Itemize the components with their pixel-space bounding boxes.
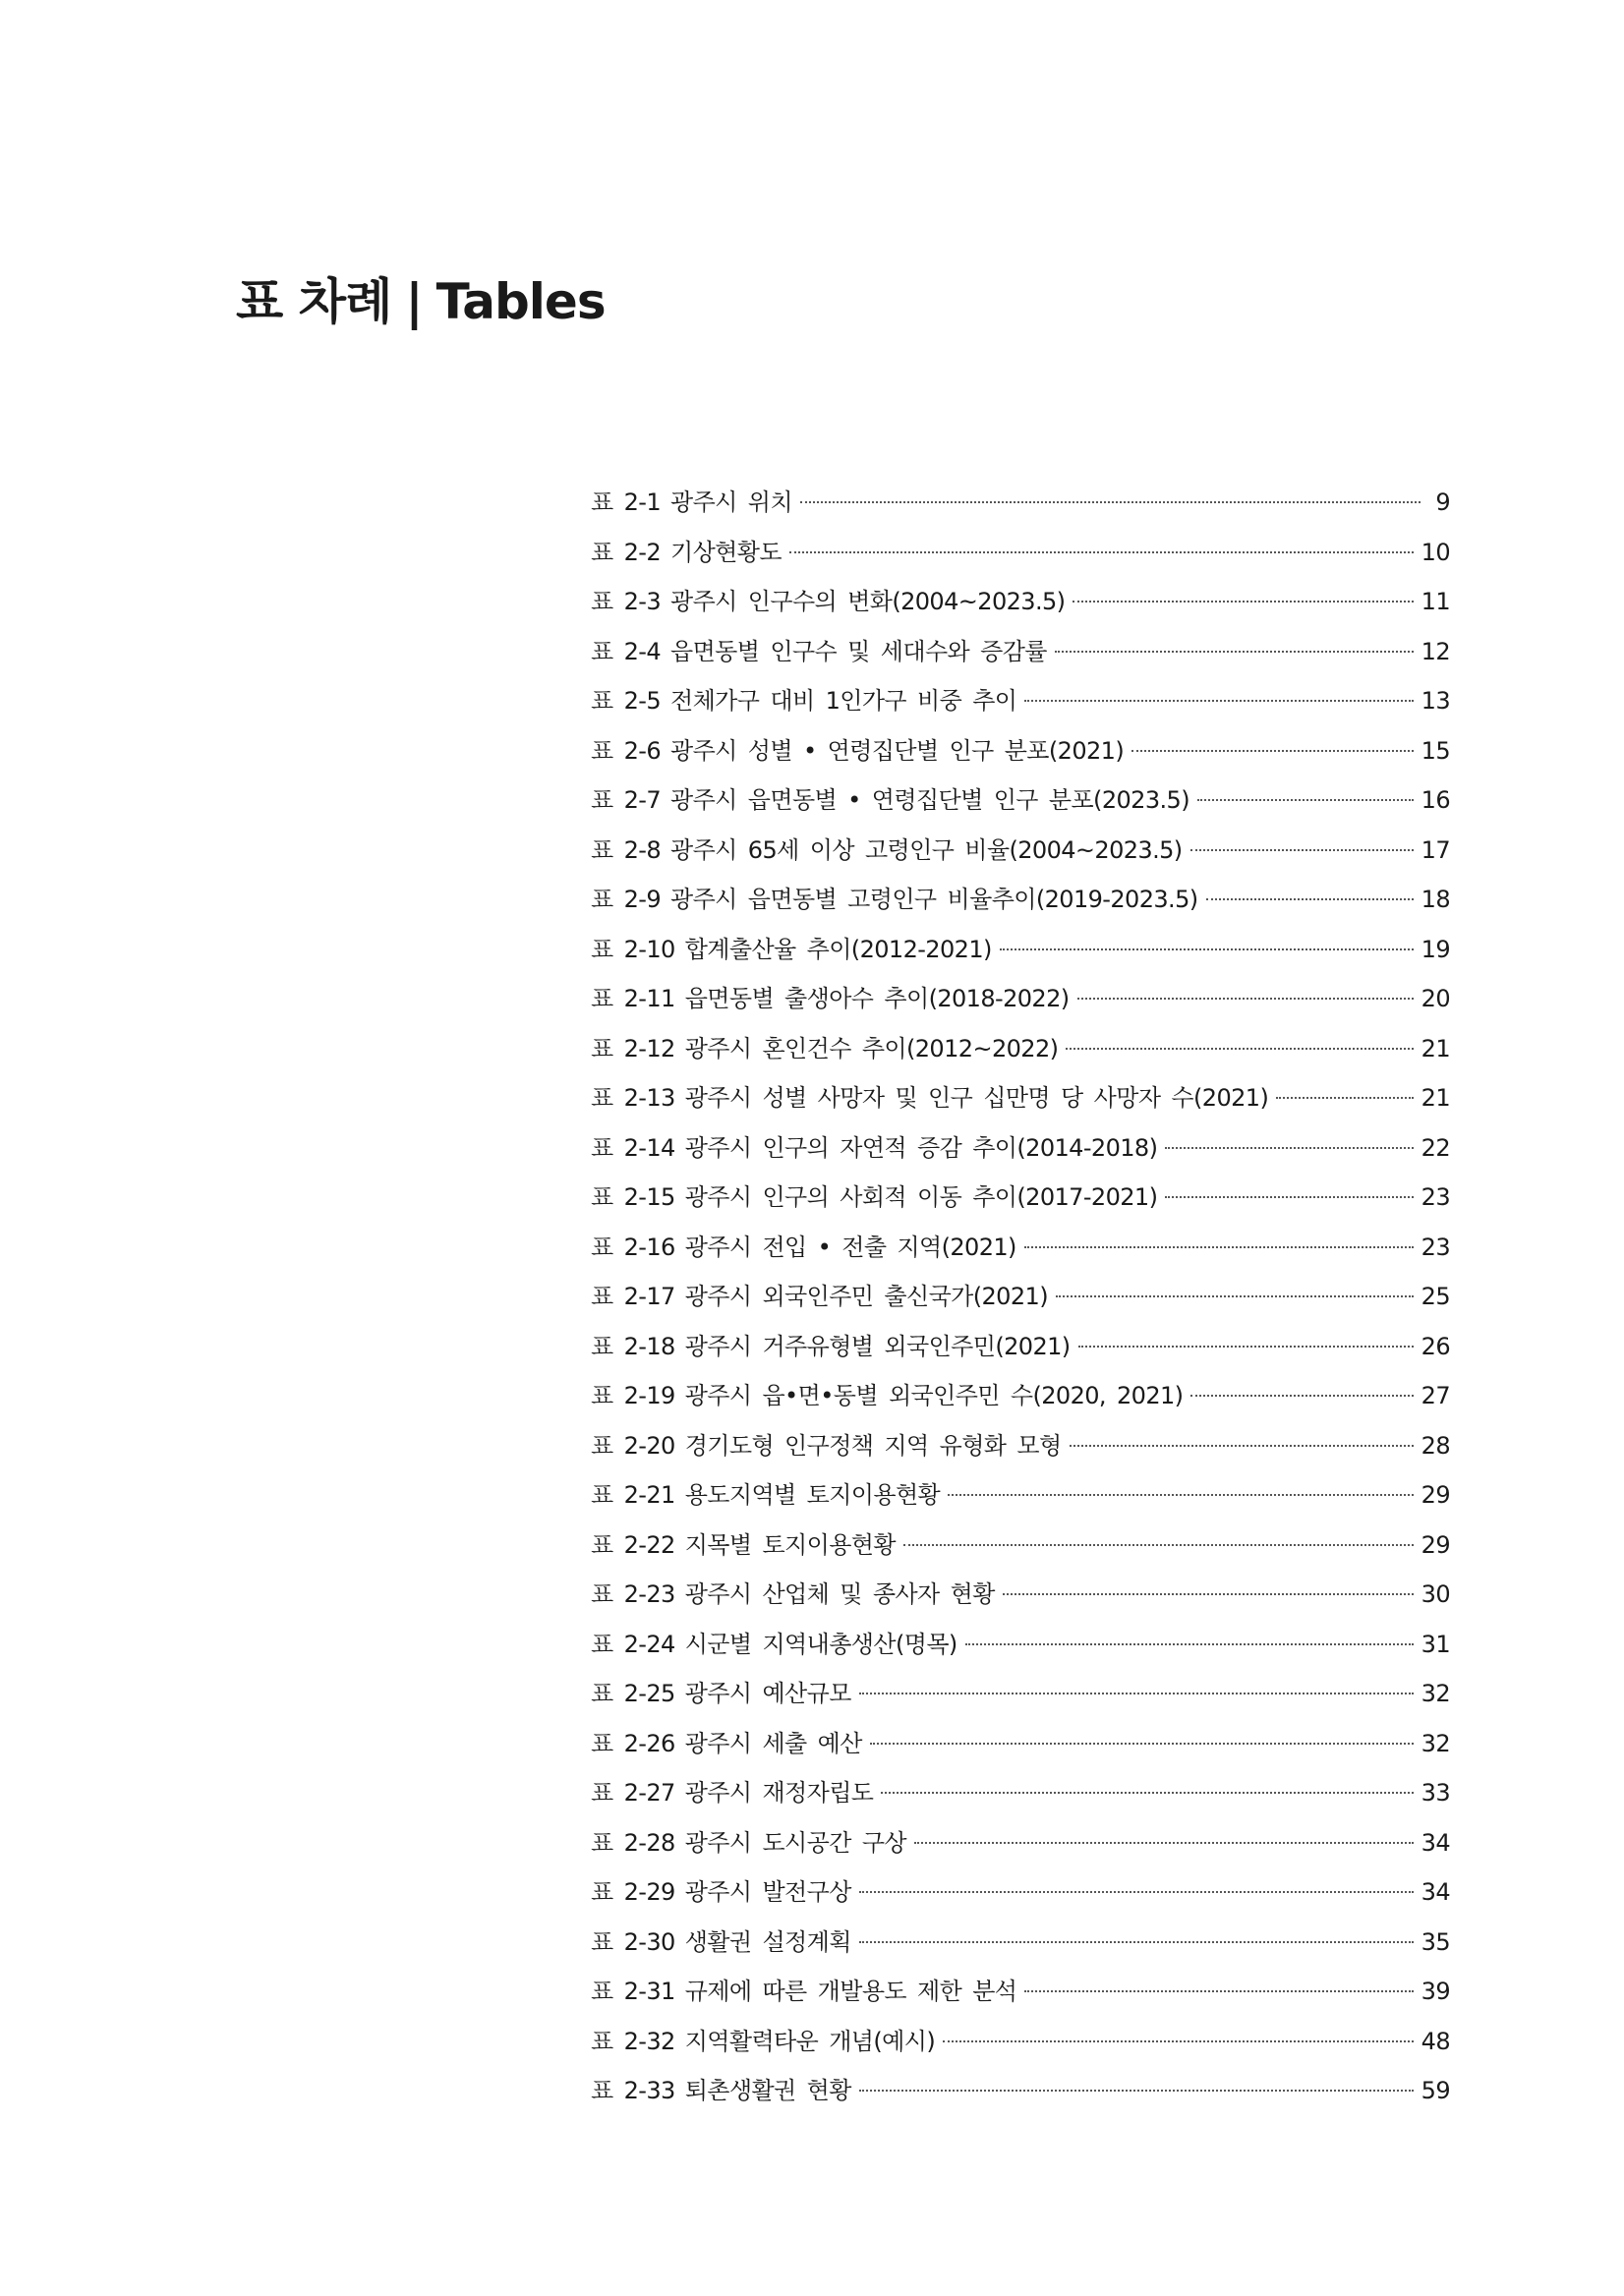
toc-entry-number: 표 2-13 (591, 1084, 675, 1112)
toc-dot-leader (948, 1494, 1414, 1496)
toc-entry-title: 광주시 인구의 사회적 이동 추이(2017-2021) (684, 1183, 1158, 1211)
toc-entry-label (591, 1669, 851, 1719)
toc-entry-label (591, 1918, 851, 1968)
toc-entry[interactable] (591, 1620, 1450, 1670)
toc-entry-page-number: 39 (1421, 1978, 1450, 2005)
table-of-contents-list (591, 478, 1450, 2116)
toc-dot-leader (1055, 651, 1414, 653)
toc-entry[interactable] (591, 1521, 1450, 1571)
toc-entry-page-number: 59 (1421, 2077, 1450, 2104)
toc-entry[interactable] (591, 478, 1450, 528)
toc-entry[interactable] (591, 1123, 1450, 1174)
toc-dot-leader (1078, 1346, 1414, 1348)
toc-entry-page-number: 28 (1421, 1431, 1450, 1460)
toc-entry-number: 표 2-21 (591, 1481, 675, 1509)
toc-entry-page-number: 30 (1421, 1580, 1450, 1608)
toc-entry-label (591, 875, 1198, 925)
toc-entry-number: 표 2-28 (591, 1828, 675, 1857)
toc-entry-page-number: 26 (1421, 1332, 1450, 1360)
toc-entry-label (591, 775, 1189, 826)
toc-entry[interactable] (591, 2017, 1450, 2067)
page-title-separator: | (405, 273, 423, 330)
toc-entry-title: 광주시 예산규모 (684, 1680, 851, 1707)
toc-entry-number: 표 2-11 (591, 985, 675, 1012)
toc-entry-number: 표 2-4 (591, 637, 662, 665)
toc-entry-label (591, 1223, 1016, 1273)
toc-entry-page-number: 21 (1421, 1034, 1450, 1062)
toc-entry-title: 광주시 인구수의 변화(2004~2023.5) (670, 588, 1066, 615)
toc-entry-page-number: 32 (1421, 1729, 1450, 1757)
toc-entry-number: 표 2-16 (591, 1233, 675, 1261)
toc-entry-title: 지역활력타운 개념(예시) (684, 2027, 936, 2055)
toc-entry-title: 광주시 세출 예산 (684, 1729, 862, 1757)
toc-entry-number: 표 2-1 (591, 488, 662, 516)
toc-entry-page-number: 27 (1421, 1382, 1450, 1409)
toc-entry-page-number: 32 (1421, 1680, 1450, 1707)
toc-entry-page-number: 16 (1421, 786, 1450, 814)
toc-entry-label (591, 1272, 1048, 1322)
toc-entry-number: 표 2-7 (591, 786, 662, 814)
toc-entry-title: 지목별 토지이용현황 (684, 1530, 896, 1559)
page-title-english: Tables (435, 273, 606, 330)
toc-entry-page-number: 25 (1421, 1283, 1450, 1310)
toc-dot-leader (859, 1693, 1414, 1694)
toc-dot-leader (1165, 1147, 1413, 1149)
toc-entry[interactable] (591, 1470, 1450, 1521)
toc-entry-title: 광주시 65세 이상 고령인구 비율(2004~2023.5) (670, 835, 1183, 864)
toc-entry-page-number: 17 (1421, 835, 1450, 864)
toc-dot-leader (859, 2090, 1414, 2092)
toc-entry-label (591, 1768, 873, 1818)
toc-entry-label (591, 826, 1183, 876)
toc-entry-number: 표 2-32 (591, 2027, 675, 2055)
toc-entry-number: 표 2-20 (591, 1431, 675, 1460)
toc-dot-leader (1024, 700, 1413, 702)
toc-entry[interactable] (591, 528, 1450, 578)
toc-entry[interactable] (591, 1223, 1450, 1273)
toc-entry-title: 광주시 거주유형별 외국인주민(2021) (684, 1332, 1071, 1360)
toc-entry-page-number: 34 (1421, 1878, 1450, 1906)
toc-entry-page-number: 9 (1435, 488, 1450, 516)
toc-entry-page-number: 29 (1421, 1530, 1450, 1559)
toc-entry-title: 광주시 읍면동별 고령인구 비율추이(2019-2023.5) (670, 886, 1198, 913)
toc-entry-number: 표 2-25 (591, 1680, 675, 1707)
toc-entry-title: 광주시 재정자립도 (684, 1779, 874, 1807)
toc-entry-number: 표 2-33 (591, 2077, 675, 2104)
toc-entry[interactable] (591, 1073, 1450, 1123)
toc-entry-page-number: 12 (1421, 637, 1450, 665)
toc-entry-title: 퇴촌생활권 현황 (684, 2077, 851, 2104)
toc-entry[interactable] (591, 925, 1450, 975)
toc-entry-number: 표 2-17 (591, 1283, 675, 1310)
toc-dot-leader (914, 1842, 1414, 1844)
toc-dot-leader (1077, 998, 1414, 1000)
toc-entry[interactable] (591, 1173, 1450, 1223)
toc-entry-page-number: 29 (1421, 1481, 1450, 1509)
toc-entry-page-number: 11 (1421, 588, 1450, 615)
toc-entry-title: 광주시 산업체 및 종사자 현황 (684, 1580, 995, 1608)
toc-dot-leader (1073, 601, 1413, 603)
toc-entry-page-number: 35 (1421, 1927, 1450, 1956)
toc-dot-leader (1197, 799, 1414, 801)
toc-entry[interactable] (591, 1867, 1450, 1918)
toc-entry-number: 표 2-31 (591, 1978, 675, 2005)
toc-entry-label (591, 726, 1124, 776)
toc-entry-label (591, 1421, 1062, 1471)
toc-entry-number: 표 2-23 (591, 1580, 675, 1608)
toc-entry-title: 용도지역별 토지이용현황 (684, 1481, 941, 1509)
toc-entry-label (591, 1371, 1183, 1421)
toc-entry-title: 광주시 인구의 자연적 증감 추이(2014-2018) (684, 1133, 1158, 1162)
toc-entry-label (591, 1867, 851, 1918)
toc-entry-label (591, 627, 1047, 677)
toc-entry-label (591, 676, 1016, 726)
toc-dot-leader (1024, 1990, 1413, 1992)
toc-entry[interactable] (591, 1272, 1450, 1322)
toc-entry-page-number: 19 (1421, 935, 1450, 963)
toc-entry-page-number: 34 (1421, 1828, 1450, 1857)
toc-entry-page-number: 22 (1421, 1133, 1450, 1162)
toc-entry-title: 읍면동별 출생아수 추이(2018-2022) (684, 985, 1070, 1012)
toc-entry-title: 광주시 성별 • 연령집단별 인구 분포(2021) (670, 736, 1125, 765)
toc-dot-leader (1000, 948, 1414, 950)
toc-entry[interactable] (591, 2066, 1450, 2116)
toc-entry-title: 읍면동별 인구수 및 세대수와 증감률 (670, 637, 1047, 665)
toc-entry-page-number: 21 (1421, 1084, 1450, 1112)
toc-entry-label (591, 1024, 1058, 1074)
toc-entry-title: 전체가구 대비 1인가구 비중 추이 (670, 687, 1017, 715)
toc-entry[interactable] (591, 775, 1450, 826)
toc-entry[interactable] (591, 1768, 1450, 1818)
toc-dot-leader (870, 1743, 1414, 1745)
toc-entry-title: 광주시 전입 • 전출 지역(2021) (684, 1233, 1016, 1261)
toc-entry-number: 표 2-2 (591, 538, 662, 566)
toc-entry-title: 규제에 따른 개발용도 제한 분석 (684, 1978, 1017, 2005)
toc-entry-label (591, 1173, 1157, 1223)
toc-entry-label (591, 974, 1070, 1024)
toc-entry-label (591, 1570, 995, 1620)
toc-entry-number: 표 2-10 (591, 935, 675, 963)
toc-entry-page-number: 23 (1421, 1233, 1450, 1261)
toc-dot-leader (903, 1544, 1414, 1546)
page-title (236, 267, 606, 336)
toc-entry-number: 표 2-3 (591, 588, 662, 615)
toc-dot-leader (943, 2040, 1414, 2042)
toc-entry-page-number: 31 (1421, 1630, 1450, 1658)
toc-entry-page-number: 20 (1421, 985, 1450, 1012)
toc-dot-leader (1190, 1395, 1413, 1397)
toc-entry-number: 표 2-6 (591, 736, 662, 765)
toc-entry[interactable] (591, 1719, 1450, 1769)
toc-entry-number: 표 2-19 (591, 1382, 675, 1409)
toc-entry-label (591, 1620, 957, 1670)
toc-dot-leader (881, 1792, 1413, 1794)
toc-dot-leader (965, 1643, 1414, 1645)
toc-entry-number: 표 2-5 (591, 687, 662, 715)
toc-entry-number: 표 2-26 (591, 1729, 675, 1757)
toc-entry-number: 표 2-12 (591, 1034, 675, 1062)
toc-entry-page-number: 15 (1421, 736, 1450, 765)
toc-entry-title: 광주시 읍면동별 • 연령집단별 인구 분포(2023.5) (670, 786, 1189, 814)
toc-entry-number: 표 2-9 (591, 886, 662, 913)
toc-entry-page-number: 10 (1421, 538, 1450, 566)
toc-entry-title: 광주시 성별 사망자 및 인구 십만명 당 사망자 수(2021) (684, 1084, 1269, 1112)
toc-entry-title: 광주시 발전구상 (684, 1878, 851, 1906)
toc-dot-leader (1003, 1593, 1414, 1595)
toc-entry[interactable] (591, 627, 1450, 677)
toc-dot-leader (859, 1941, 1414, 1943)
toc-dot-leader (1070, 1445, 1414, 1447)
toc-entry[interactable] (591, 1322, 1450, 1372)
toc-entry[interactable] (591, 875, 1450, 925)
toc-entry[interactable] (591, 726, 1450, 776)
toc-entry-page-number: 13 (1421, 687, 1450, 715)
toc-entry-number: 표 2-24 (591, 1630, 675, 1658)
toc-entry-label (591, 2066, 851, 2116)
toc-entry-page-number: 48 (1421, 2027, 1450, 2055)
toc-dot-leader (1190, 849, 1414, 851)
toc-entry[interactable] (591, 1024, 1450, 1074)
toc-entry[interactable] (591, 1570, 1450, 1620)
toc-dot-leader (789, 551, 1414, 553)
toc-entry-page-number: 33 (1421, 1779, 1450, 1807)
toc-dot-leader (1066, 1048, 1413, 1050)
toc-entry-number: 표 2-15 (591, 1183, 675, 1211)
toc-dot-leader (1056, 1295, 1414, 1297)
toc-entry-label (591, 1123, 1157, 1174)
toc-entry-label (591, 577, 1065, 627)
toc-dot-leader (1024, 1246, 1414, 1248)
toc-entry-title: 광주시 혼인건수 추이(2012~2022) (684, 1034, 1059, 1062)
toc-entry-page-number: 23 (1421, 1183, 1450, 1211)
toc-entry-number: 표 2-14 (591, 1133, 675, 1162)
toc-entry-label (591, 528, 782, 578)
toc-entry-title: 경기도형 인구정책 지역 유형화 모형 (684, 1431, 1062, 1460)
toc-entry-number: 표 2-18 (591, 1332, 675, 1360)
toc-entry-number: 표 2-8 (591, 835, 662, 864)
page-title-korean: 표 차례 (236, 273, 392, 330)
toc-entry-title: 광주시 외국인주민 출신국가(2021) (684, 1283, 1048, 1310)
toc-entry[interactable] (591, 826, 1450, 876)
toc-dot-leader (1276, 1097, 1413, 1099)
toc-entry-label (591, 1322, 1071, 1372)
toc-entry-label (591, 1967, 1016, 2017)
toc-entry-label (591, 1521, 896, 1571)
toc-dot-leader (1206, 898, 1414, 900)
toc-entry-title: 시군별 지역내총생산(명목) (684, 1630, 957, 1658)
toc-entry-page-number: 18 (1421, 886, 1450, 913)
toc-entry-label (591, 1470, 940, 1521)
toc-entry-number: 표 2-30 (591, 1927, 675, 1956)
toc-entry-title: 기상현황도 (670, 538, 782, 566)
toc-dot-leader (1165, 1196, 1413, 1198)
toc-entry[interactable] (591, 676, 1450, 726)
toc-entry-label (591, 925, 992, 975)
toc-entry-title: 광주시 읍•면•동별 외국인주민 수(2020, 2021) (684, 1382, 1184, 1409)
toc-entry-title: 생활권 설정계획 (684, 1927, 851, 1956)
toc-entry-title: 광주시 도시공간 구상 (684, 1828, 907, 1857)
toc-entry-label (591, 478, 792, 528)
toc-dot-leader (859, 1891, 1414, 1893)
toc-entry[interactable] (591, 577, 1450, 627)
toc-entry[interactable] (591, 1918, 1450, 1968)
toc-entry-label (591, 1719, 862, 1769)
toc-entry-number: 표 2-27 (591, 1779, 675, 1807)
toc-entry-title: 광주시 위치 (670, 488, 792, 516)
toc-entry-label (591, 1818, 906, 1868)
toc-entry-number: 표 2-29 (591, 1878, 675, 1906)
toc-entry[interactable] (591, 1371, 1450, 1421)
toc-entry[interactable] (591, 1818, 1450, 1868)
toc-entry-label (591, 2017, 935, 2067)
toc-entry[interactable] (591, 1421, 1450, 1471)
toc-entry-title: 합계출산율 추이(2012-2021) (684, 935, 992, 963)
toc-entry[interactable] (591, 1967, 1450, 2017)
toc-entry-label (591, 1073, 1268, 1123)
toc-dot-leader (800, 501, 1421, 503)
toc-dot-leader (1131, 750, 1414, 752)
toc-entry[interactable] (591, 974, 1450, 1024)
toc-entry[interactable] (591, 1669, 1450, 1719)
toc-entry-number: 표 2-22 (591, 1530, 675, 1559)
